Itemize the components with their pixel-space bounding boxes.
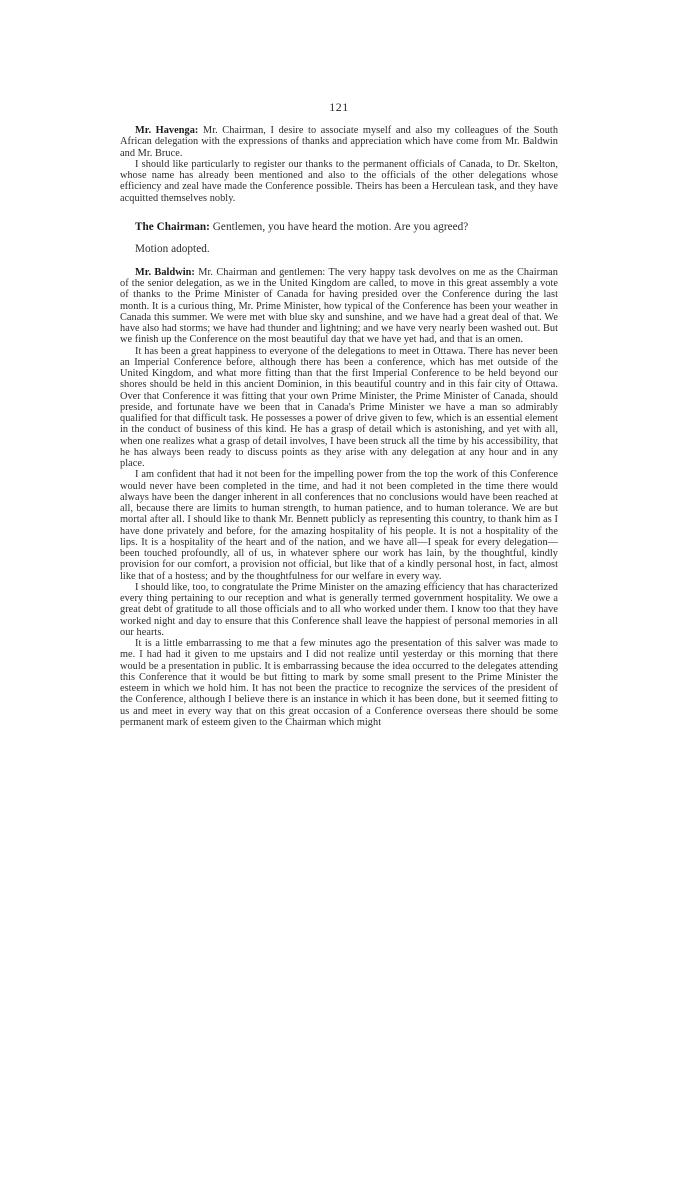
baldwin-paragraph-5: It is a little embarrassing to me that a few minutes ago the presentation of this salver was made to me. I had had it given to me upstairs and I did not realize until yesterday or this morning that there would be a presentation in public. It is embarrassing because the idea occurred to the delegates attending this Conference that it would be but fitting to mark by some small present to the Prime Minister the esteem in which we hold him. It has not been the practice to recognize the services of the president of the Conference, although I believe there is an instance in which it has been done, but it seemed fitting to us and meet in every way that on this great occasion of a Conference overseas there should be some permanent mark of esteem given to the Chairman which might bbox=[120, 638, 558, 728]
chairman-text: Gentlemen, you have heard the motion. Are you agreed? bbox=[212, 220, 469, 233]
baldwin-text-1: Mr. Chairman and gentlemen: The very happy task devolves on me as the Chairman of the senior delegation, as we in the United Kingdom are called, to move in this great assembly a vote of thanks to the Prime Minister of Canada for having presided over the Conference during the last month. It is a curious thing, Mr. Prime Minister, how typical of the Conference has been your weather in Canada this summer. We were met with blue sky and sunshine, and we have had a great deal of that. We have also had storms; we have had thunder and lightning; and we have very nearly been washed out. But we finish up the Conference on the most beautiful day that we have yet had, and that is an omen. bbox=[120, 266, 558, 346]
motion-adopted: Motion adopted. bbox=[135, 242, 210, 255]
speaker-baldwin: Mr. Baldwin: bbox=[135, 266, 195, 278]
chairman-paragraph bbox=[120, 221, 558, 234]
baldwin-paragraph-3: I am confident that had it not been for the impelling power from the top the work of this Conference would never have been completed in the time, and had it not been completed in the time there would always have been the danger inherent in all conferences that no conclusions would have been reached at all, because there are limits to human strength, to human patience, and to human tolerance. We are but mortal after all. I should like to thank Mr. Bennett publicly as representing this country, to thank him as I have done privately and before, for the amazing hospitality of his people. It is not a hospitality of the lips. It is a hospitality of the heart and of the nation, and we have all—I speak for every delegation—been touched profoundly, all of us, in whatever sphere our work has lain, by the thoughtful, kindly provision for our comfort, a provision not official, but like that of a kindly personal host, in fact, almost like that of a hostess; and by the thoughtfulness for our welfare in every way. bbox=[120, 469, 558, 582]
speaker-chairman: The Chairman: bbox=[135, 220, 210, 233]
baldwin-paragraph-2: It has been a great happiness to everyone of the delegations to meet in Ottawa. There has never been an Imperial Conference before, although there has been a conference, which has met outside of the United Kingdom, and what more fitting than that the first Imperial Conference to be held beyond our shores should be held in this ancient Dominion, in this beautiful country and in this fair city of Ottawa. Over that Conference it was fitting that your own Prime Minister, the Prime Minister of Canada, should preside, and fortunate have we been that in Canada's Prime Minister we have a man so admirably qualified for that difficult task. He possesses a power of drive given to few, which is an essential element in the conduct of business of this kind. He has a grasp of detail which is astonishing, and yet with all, when one realizes what a grasp of detail involves, I have been struck all the time by his accessibility, that he has always been ready to discuss points as they arise with any delegation at any hour and in any place. bbox=[120, 345, 558, 469]
speaker-havenga: Mr. Havenga: bbox=[135, 125, 199, 136]
baldwin-paragraph-4: I should like, too, to congratulate the Prime Minister on the amazing efficiency that has characterized every thing pertaining to our reception and what is generally termed government hospitality. We owe a great debt of gratitude to all those officials and to all who worked under them. I know too that they have worked night and day to ensure that this Conference shall leave the happiest of personal memories in all our hearts. bbox=[120, 581, 558, 638]
havenga-text-1: Mr. Chairman, I desire to associate myself and also my colleagues of the South African delegation with the expressions of thanks and appreciation which have come from Mr. Baldwin and Mr. Bruce. bbox=[120, 125, 559, 159]
havenga-paragraph-2: I should like particularly to register our thanks to the permanent officials of Canada, to Dr. Skelton, whose name has already been mentioned and also to the officials of the other delegations whose efficiency and zeal have made the Conference possible. Theirs has been a Herculean task, and they have acquitted themselves nobly. bbox=[120, 158, 558, 204]
document-page bbox=[120, 100, 558, 728]
havenga-paragraph-1 bbox=[120, 125, 558, 159]
page-number: 121 bbox=[329, 100, 349, 114]
baldwin-paragraph-1 bbox=[120, 267, 558, 346]
